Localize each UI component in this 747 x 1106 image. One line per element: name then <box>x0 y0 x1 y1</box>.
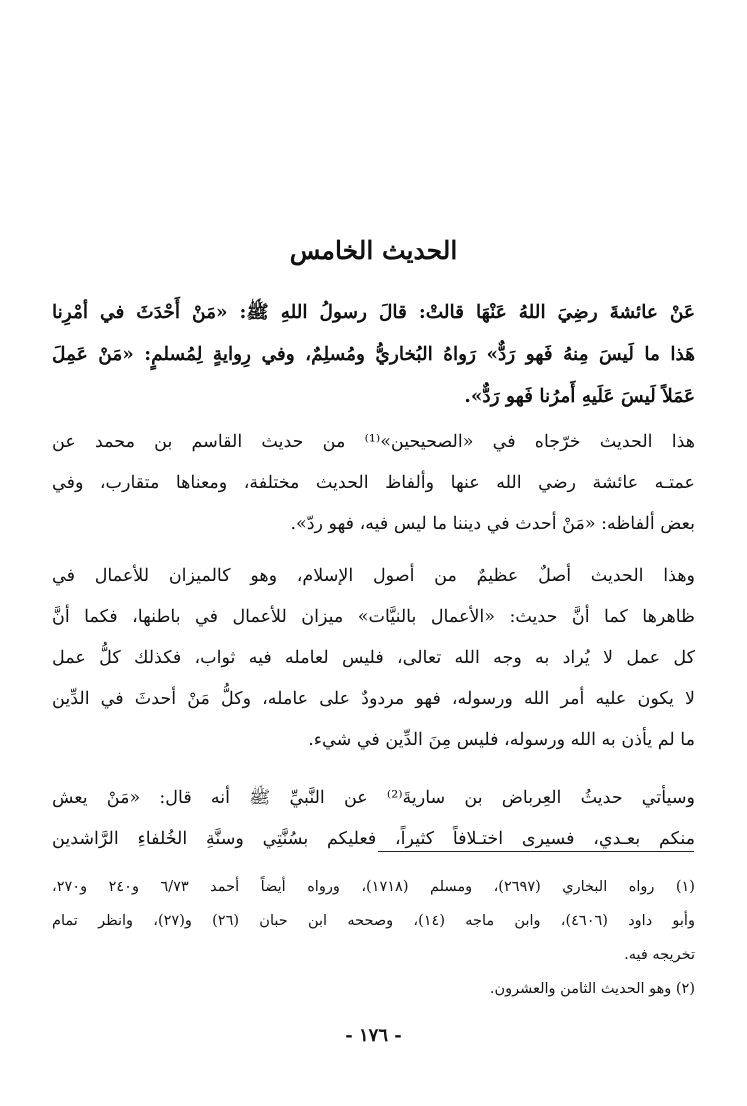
page-title: الحديث الخامس <box>289 236 458 265</box>
page-number: - ١٧٦ - <box>345 1025 402 1046</box>
hadith-line: عَنْ عائشةَ رضِيَ اللهُ عَنْهَا قالتْ: قالَ رسولُ اللهِ ﷺ: «مَنْ أَحْدَثَ في أمْرِنا <box>52 302 695 323</box>
footnote-line: وأبو داود (٤٦٠٦)، وابن ماجه (١٤)، وصححه ابن حبان (٢٦) و(٢٧)، وانظر تمام <box>52 913 695 929</box>
hadith-text <box>52 292 695 418</box>
hadith-line: عَمَلاً لَيسَ عَلَيهِ أَمرُنا فَهو رَدٌّ». <box>464 386 695 407</box>
footnote-separator <box>378 851 694 852</box>
footnote-line: تخريجه فيه. <box>624 947 695 963</box>
paragraph-line: لا يكون عليه أمر الله ورسوله، فهو مردودٌ على عامله، وكلُّ مَنْ أحدثَ في الدِّين <box>52 689 695 709</box>
paragraph-line: وسيأتي حديثُ العِرباض بن ساريةَ⁽²⁾ عن النَّبيِّ ﷺ أنه قال: «مَنْ يعش <box>52 788 695 808</box>
paragraph-line: عمتـه عائشة رضي الله عنها وألفاظ الحديث مختلفة، ومعناها متقارب، وفي <box>52 473 695 493</box>
footnotes <box>52 870 695 1006</box>
footnote-line: (١) رواه البخاري (٢٦٩٧)، ومسلم (١٧١٨)، ورواه أيضاً أحمد ٦/٧٣ و٢٤٠ و٢٧٠، <box>52 879 695 895</box>
paragraph-line: كل عمل لا يُراد به وجه الله تعالى، فليس لعامله فيه ثواب، فكذلك كلُّ عمل <box>52 648 695 668</box>
paragraph-1 <box>52 422 695 545</box>
paragraph-line: وهذا الحديث أصلٌ عظيمٌ من أصول الإسلام، وهو كالميزان للأعمال في <box>52 566 695 586</box>
paragraph-line: منكم بعـدي، فسيرى اختـلافاً كثيراً، فعليكم بسُنَّتِي وسنَّةِ الخُلفاءِ الرَّاشدين <box>52 829 695 849</box>
paragraph-line: ظاهرها كما أنَّ حديث: «الأعمال بالنيَّات» ميزان للأعمال في باطنها، فكما أنَّ <box>52 607 695 627</box>
footnote-line: (٢) وهو الحديث الثامن والعشرون. <box>489 981 695 997</box>
paragraph-line: هذا الحديث خرّجاه في «الصحيحين»⁽¹⁾ من حديث القاسم بن محمد عن <box>52 432 695 452</box>
paragraph-line: ما لم يأذن به الله ورسوله، فليس مِنَ الدِّين في شيء. <box>308 730 695 750</box>
paragraph-2 <box>52 556 695 761</box>
hadith-line: هَذا ما لَيسَ مِنهُ فَهو رَدٌّ» رَواهُ البُخاريُّ ومُسلِمٌ، وفي رِوايةٍ لِمُسلمٍ: «مَنْ عَمِلَ <box>52 344 695 365</box>
paragraph-3 <box>52 778 695 860</box>
paragraph-line: بعض ألفاظه: «مَنْ أحدث في ديننا ما ليس فيه، فهو ردّ». <box>290 514 695 534</box>
